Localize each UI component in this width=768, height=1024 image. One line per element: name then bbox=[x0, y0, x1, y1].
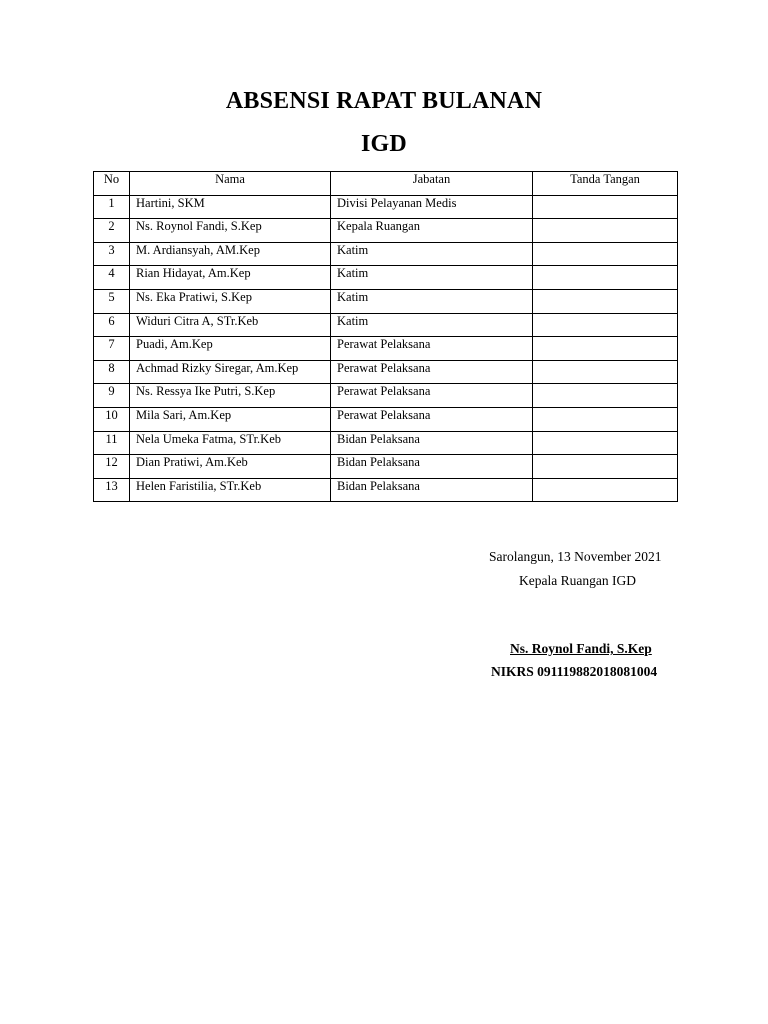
cell-jabatan: Katim bbox=[331, 242, 533, 266]
cell-no: 10 bbox=[94, 407, 130, 431]
cell-no: 4 bbox=[94, 266, 130, 290]
cell-no: 9 bbox=[94, 384, 130, 408]
cell-tanda-tangan bbox=[533, 384, 678, 408]
cell-jabatan: Bidan Pelaksana bbox=[331, 455, 533, 479]
cell-no: 12 bbox=[94, 455, 130, 479]
cell-tanda-tangan bbox=[533, 289, 678, 313]
header-no: No bbox=[94, 172, 130, 196]
table-row bbox=[94, 478, 678, 502]
cell-tanda-tangan bbox=[533, 219, 678, 243]
cell-nama: Helen Faristilia, STr.Keb bbox=[130, 478, 331, 502]
cell-nama: Mila Sari, Am.Kep bbox=[130, 407, 331, 431]
signature-nik: NIKRS 091119882018081004 bbox=[491, 664, 658, 679]
cell-tanda-tangan bbox=[533, 478, 678, 502]
table-header-row bbox=[94, 172, 678, 196]
table-row bbox=[94, 313, 678, 337]
attendance-table bbox=[93, 171, 678, 502]
table-row bbox=[94, 407, 678, 431]
table-row bbox=[94, 384, 678, 408]
cell-tanda-tangan bbox=[533, 455, 678, 479]
cell-jabatan: Katim bbox=[331, 266, 533, 290]
cell-tanda-tangan bbox=[533, 242, 678, 266]
cell-tanda-tangan bbox=[533, 360, 678, 384]
cell-tanda-tangan bbox=[533, 407, 678, 431]
table-row bbox=[94, 289, 678, 313]
cell-jabatan: Bidan Pelaksana bbox=[331, 431, 533, 455]
cell-jabatan: Kepala Ruangan bbox=[331, 219, 533, 243]
cell-jabatan: Perawat Pelaksana bbox=[331, 337, 533, 361]
cell-no: 7 bbox=[94, 337, 130, 361]
cell-nama: Achmad Rizky Siregar, Am.Kep bbox=[130, 360, 331, 384]
cell-nama: Widuri Citra A, STr.Keb bbox=[130, 313, 331, 337]
signature-role: Kepala Ruangan IGD bbox=[519, 573, 636, 588]
header-tanda-tangan: Tanda Tangan bbox=[533, 172, 678, 196]
table-row bbox=[94, 337, 678, 361]
cell-jabatan: Katim bbox=[331, 289, 533, 313]
header-nama: Nama bbox=[130, 172, 331, 196]
cell-jabatan: Perawat Pelaksana bbox=[331, 360, 533, 384]
cell-nama: Hartini, SKM bbox=[130, 195, 331, 219]
table-row bbox=[94, 219, 678, 243]
cell-jabatan: Katim bbox=[331, 313, 533, 337]
cell-nama: Rian Hidayat, Am.Kep bbox=[130, 266, 331, 290]
cell-no: 11 bbox=[94, 431, 130, 455]
cell-nama: Ns. Roynol Fandi, S.Kep bbox=[130, 219, 331, 243]
cell-no: 2 bbox=[94, 219, 130, 243]
cell-nama: Ns. Eka Pratiwi, S.Kep bbox=[130, 289, 331, 313]
table-row bbox=[94, 242, 678, 266]
cell-nama: Puadi, Am.Kep bbox=[130, 337, 331, 361]
cell-jabatan: Bidan Pelaksana bbox=[331, 478, 533, 502]
cell-jabatan: Divisi Pelayanan Medis bbox=[331, 195, 533, 219]
cell-no: 6 bbox=[94, 313, 130, 337]
table-row bbox=[94, 431, 678, 455]
cell-tanda-tangan bbox=[533, 431, 678, 455]
signature-place-date: Sarolangun, 13 November 2021 bbox=[489, 549, 662, 564]
document-subtitle: IGD bbox=[361, 131, 407, 157]
table-row bbox=[94, 266, 678, 290]
cell-no: 3 bbox=[94, 242, 130, 266]
cell-no: 13 bbox=[94, 478, 130, 502]
table-row bbox=[94, 195, 678, 219]
document-title: ABSENSI RAPAT BULANAN bbox=[225, 88, 543, 114]
cell-tanda-tangan bbox=[533, 266, 678, 290]
cell-tanda-tangan bbox=[533, 195, 678, 219]
cell-nama: M. Ardiansyah, AM.Kep bbox=[130, 242, 331, 266]
header-jabatan: Jabatan bbox=[331, 172, 533, 196]
cell-nama: Nela Umeka Fatma, STr.Keb bbox=[130, 431, 331, 455]
table-row bbox=[94, 360, 678, 384]
table-row bbox=[94, 455, 678, 479]
cell-jabatan: Perawat Pelaksana bbox=[331, 384, 533, 408]
cell-nama: Ns. Ressya Ike Putri, S.Kep bbox=[130, 384, 331, 408]
cell-jabatan: Perawat Pelaksana bbox=[331, 407, 533, 431]
signature-name: Ns. Roynol Fandi, S.Kep bbox=[510, 641, 652, 656]
cell-tanda-tangan bbox=[533, 337, 678, 361]
cell-tanda-tangan bbox=[533, 313, 678, 337]
cell-no: 8 bbox=[94, 360, 130, 384]
cell-no: 1 bbox=[94, 195, 130, 219]
cell-no: 5 bbox=[94, 289, 130, 313]
cell-nama: Dian Pratiwi, Am.Keb bbox=[130, 455, 331, 479]
